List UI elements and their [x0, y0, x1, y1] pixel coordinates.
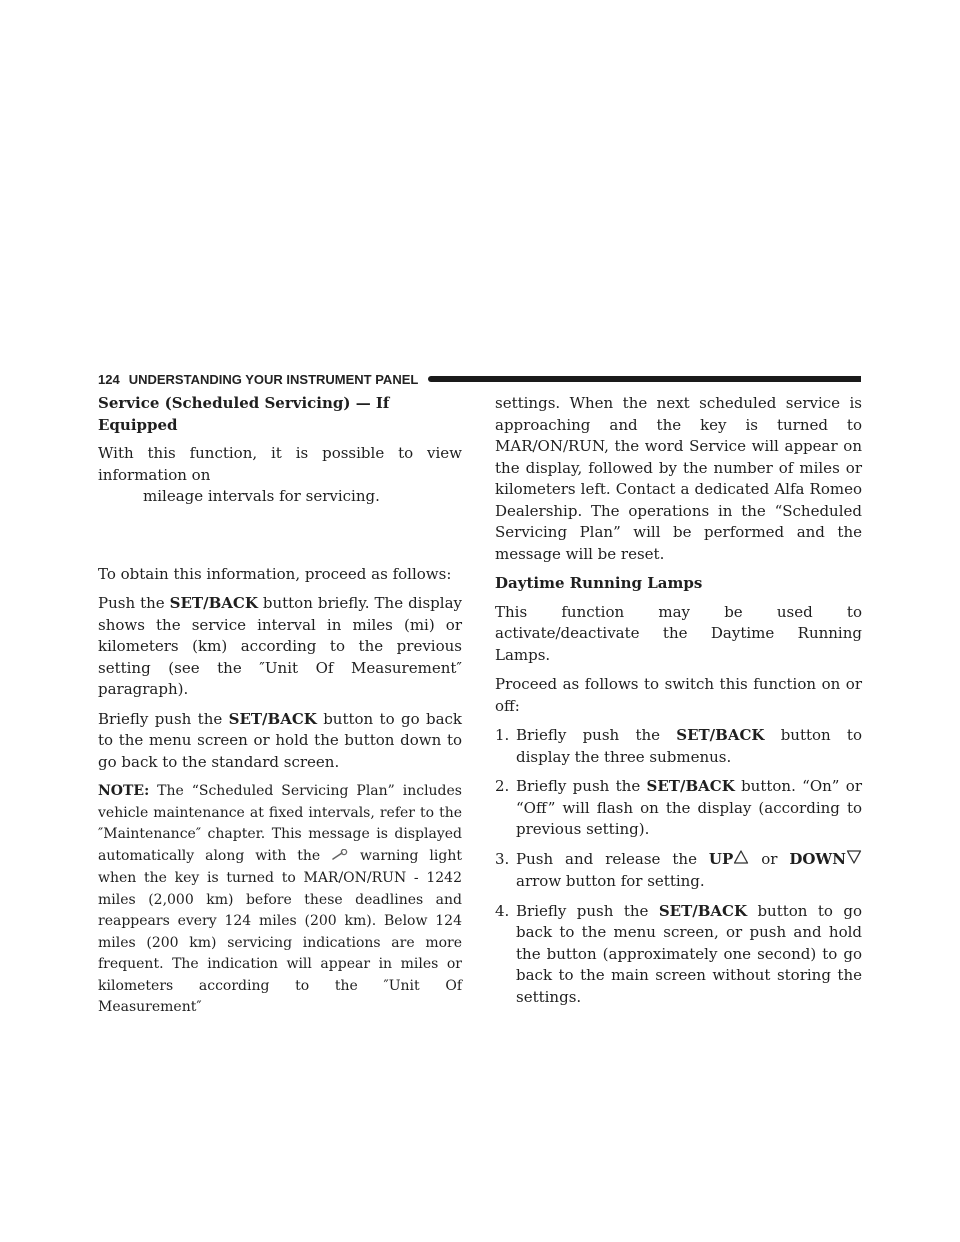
set-back-label: SET/BACK — [169, 594, 258, 612]
go-back-paragraph: Briefly push the SET/BACK button to go back to the menu screen or hold the button down to go back to the standard screen. — [98, 709, 463, 771]
service-heading: Service (Scheduled Servicing) — If Equipped — [98, 394, 390, 434]
list-item: 1. Briefly push the SET/BACK button to display the three submenus. — [495, 726, 862, 766]
drl-steps — [495, 725, 862, 1008]
right-column — [495, 393, 862, 1016]
note-label: NOTE: — [98, 783, 150, 799]
wrench-icon — [331, 847, 349, 869]
set-back-label: SET/BACK — [228, 709, 317, 728]
spacer — [98, 508, 462, 564]
section-title: UNDERSTANDING YOUR INSTRUMENT PANEL — [128, 371, 419, 387]
procedure-intro: To obtain this information, proceed as follows: — [98, 564, 452, 583]
note-paragraph: NOTE: The “Scheduled Servicing Plan” includes vehicle maintenance at fixed intervals, refer to the ″Maintenance″ chapter. This message is displayed automatically along with the warning light when the key is turned to MAR/ON/RUN - 1242 miles (2,000 km) before these deadlines and reappears every 124 miles (200 km). Below 124 miles (200 km) servicing indications are more frequent. The indication will appear in miles or kilometers according to the ″Unit Of Measurement″ — [98, 783, 462, 1015]
set-back-label: SET/BACK — [646, 777, 735, 795]
page-number: 124 — [98, 371, 120, 387]
push-set-back-paragraph: Push the SET/BACK button briefly. The display shows the service interval in miles (mi) or kilometers (km) according to the previous setting (see the ″Unit Of Measurement″ paragraph). — [98, 594, 462, 698]
set-back-label: SET/BACK — [658, 901, 748, 920]
list-item: 2. Briefly push the SET/BACK button. “On” or “Off” will flash on the display (according to previous setting). — [495, 777, 862, 838]
drl-procedure-intro: Proceed as follows to switch this function on or off: — [495, 675, 862, 715]
drl-heading: Daytime Running Lamps — [495, 574, 703, 592]
drl-intro: This function may be used to activate/deactivate the Daytime Running Lamps. — [495, 602, 862, 664]
down-arrow-icon — [846, 849, 862, 872]
up-label: UP — [708, 849, 734, 868]
header-rule — [428, 376, 861, 382]
up-arrow-icon — [733, 849, 749, 872]
list-item: 3. Push and release the UP or DOWN arrow button for setting. — [495, 849, 862, 893]
left-column — [98, 393, 462, 1027]
down-label: DOWN — [789, 849, 846, 868]
service-intro-line1: With this function, it is possible to view information on — [98, 444, 462, 484]
service-continued: settings. When the next scheduled service is approaching and the key is turned to MAR/ON/RUN, the word Service will appear on the display, followed by the number of miles or kilometers left. Contact a dedicated Alfa Romeo Dealership. The operations in the “Scheduled Servicing Plan” will be performed and the message will be reset. — [495, 394, 862, 563]
page-header — [98, 371, 861, 387]
set-back-label: SET/BACK — [676, 726, 765, 744]
service-intro — [98, 443, 462, 508]
service-intro-line2: mileage intervals for servicing. — [143, 487, 380, 505]
list-item: 4. Briefly push the SET/BACK button to go back to the menu screen, or push and hold the button (approximately one second) to go back to the main screen without storing the settings. — [495, 901, 862, 1006]
